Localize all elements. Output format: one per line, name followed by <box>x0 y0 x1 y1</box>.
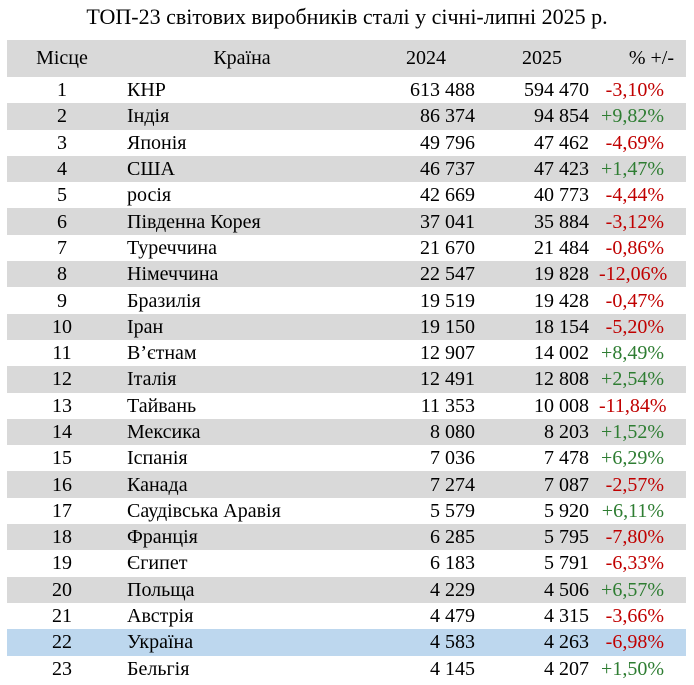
rank-cell: 3 <box>57 131 67 154</box>
table-row <box>7 550 686 576</box>
value-2025-cell: 8 203 <box>544 421 589 443</box>
change-percent-cell: -5,20% <box>605 315 664 338</box>
rank-cell: 22 <box>52 631 72 654</box>
rank-cell: 8 <box>57 263 67 286</box>
rank-cell: 18 <box>52 526 72 549</box>
country-cell: Тайвань <box>127 394 197 417</box>
table-row <box>7 235 686 261</box>
value-2024-cell: 21 670 <box>420 236 475 259</box>
change-percent-cell: -6,98% <box>605 631 664 654</box>
value-2025-cell: 19 428 <box>534 289 589 312</box>
value-2024-cell: 8 080 <box>430 421 475 443</box>
table-row <box>7 603 686 629</box>
value-2025-cell: 4 506 <box>544 578 589 601</box>
change-percent-cell: +8,49% <box>601 342 664 365</box>
table-row <box>7 130 686 156</box>
rank-cell: 6 <box>57 210 67 233</box>
country-cell: Туреччина <box>127 236 217 259</box>
value-2024-cell: 6 285 <box>430 526 475 549</box>
country-cell: Мексика <box>127 421 201 443</box>
change-percent-cell: +1,47% <box>601 158 664 181</box>
value-2024-cell: 613 488 <box>410 79 475 102</box>
value-2025-cell: 19 828 <box>534 263 589 286</box>
value-2024-cell: 46 737 <box>420 158 475 181</box>
change-percent-cell: +6,29% <box>601 447 664 470</box>
change-percent-cell: -0,47% <box>605 289 664 312</box>
value-2024-cell: 7 274 <box>430 473 475 496</box>
value-2024-cell: 4 229 <box>430 578 475 601</box>
value-2025-cell: 594 470 <box>524 79 589 102</box>
change-percent-cell: +6,11% <box>601 499 664 522</box>
value-2025-cell: 4 315 <box>544 605 589 628</box>
country-cell: Саудівська Аравія <box>127 499 281 522</box>
header-country: Країна <box>213 47 271 69</box>
value-2024-cell: 22 547 <box>420 263 475 286</box>
value-2025-cell: 18 154 <box>534 315 589 338</box>
change-percent-cell: -3,10% <box>605 79 664 102</box>
change-percent-cell: -3,12% <box>605 210 664 233</box>
country-cell: Індія <box>127 105 170 128</box>
value-2024-cell: 42 669 <box>420 184 475 207</box>
change-percent-cell: +1,50% <box>601 657 664 680</box>
table-row <box>7 445 686 471</box>
value-2024-cell: 5 579 <box>430 499 475 522</box>
value-2024-cell: 7 036 <box>430 447 475 470</box>
country-cell: Україна <box>127 631 194 654</box>
steel-producers-table <box>7 40 686 682</box>
table-row <box>7 366 686 392</box>
country-cell: Австрія <box>127 605 194 628</box>
table-row <box>7 314 686 340</box>
country-cell: Франція <box>127 526 198 549</box>
table-row <box>7 524 686 550</box>
value-2025-cell: 4 263 <box>544 631 589 654</box>
country-cell: Південна Корея <box>127 210 261 233</box>
country-cell: Японія <box>127 131 187 154</box>
country-cell: Іран <box>127 315 164 338</box>
value-2025-cell: 7 478 <box>544 447 589 470</box>
value-2024-cell: 12 907 <box>420 342 475 365</box>
country-cell: Німеччина <box>127 263 219 286</box>
value-2024-cell: 11 353 <box>420 394 475 417</box>
value-2024-cell: 37 041 <box>420 210 475 233</box>
value-2025-cell: 35 884 <box>534 210 589 233</box>
country-cell: Бразилія <box>127 289 201 312</box>
table-row <box>7 419 686 445</box>
value-2025-cell: 5 795 <box>544 526 589 549</box>
rank-cell: 10 <box>52 315 72 338</box>
table-row <box>7 393 686 419</box>
change-percent-cell: -12,06% <box>599 263 668 286</box>
rank-cell: 20 <box>52 578 72 601</box>
rank-cell: 15 <box>52 447 72 470</box>
country-cell: США <box>127 158 175 181</box>
country-cell: Іспанія <box>127 447 188 470</box>
country-cell: КНР <box>127 79 166 102</box>
value-2024-cell: 86 374 <box>420 105 475 128</box>
table-row <box>7 156 686 182</box>
header-change-percent: % +/- <box>628 47 674 69</box>
rank-cell: 21 <box>52 605 72 628</box>
rank-cell: 17 <box>52 499 72 522</box>
change-percent-cell: +2,54% <box>601 368 664 391</box>
rank-cell: 1 <box>57 79 67 102</box>
table-header-row <box>7 40 686 77</box>
country-cell: росія <box>127 184 172 207</box>
table-row <box>7 182 686 208</box>
rank-cell: 13 <box>52 394 72 417</box>
rank-cell: 9 <box>57 289 67 312</box>
change-percent-cell: -7,80% <box>605 526 664 549</box>
country-cell: В’єтнам <box>127 342 197 365</box>
table-row <box>7 261 686 287</box>
table-row <box>7 208 686 234</box>
rank-cell: 12 <box>52 368 72 391</box>
country-cell: Канада <box>127 473 188 496</box>
table-row <box>7 577 686 603</box>
country-cell: Бельгія <box>127 657 190 680</box>
rank-cell: 2 <box>57 105 67 128</box>
value-2025-cell: 12 808 <box>534 368 589 391</box>
value-2024-cell: 4 479 <box>430 605 475 628</box>
change-percent-cell: +6,57% <box>601 578 664 601</box>
change-percent-cell: -2,57% <box>605 473 664 496</box>
rank-cell: 4 <box>57 158 67 181</box>
change-percent-cell: -3,66% <box>605 605 664 628</box>
value-2025-cell: 47 423 <box>534 158 589 181</box>
change-percent-cell: -0,86% <box>605 236 664 259</box>
value-2025-cell: 7 087 <box>544 473 589 496</box>
value-2025-cell: 5 920 <box>544 499 589 522</box>
header-2024: 2024 <box>406 47 446 69</box>
country-cell: Єгипет <box>127 552 188 575</box>
rank-cell: 23 <box>52 657 72 680</box>
value-2024-cell: 6 183 <box>430 552 475 575</box>
value-2025-cell: 94 854 <box>534 105 589 128</box>
change-percent-cell: +1,52% <box>601 421 664 443</box>
value-2024-cell: 19 150 <box>420 315 475 338</box>
rank-cell: 14 <box>52 421 72 443</box>
rank-cell: 11 <box>52 342 72 365</box>
page-title: ТОП-23 світових виробників сталі у січні-липні 2025 р. <box>86 4 608 29</box>
change-percent-cell: +9,82% <box>601 105 664 128</box>
value-2024-cell: 19 519 <box>420 289 475 312</box>
header-rank: Місце <box>36 47 88 69</box>
value-2025-cell: 5 791 <box>544 552 589 575</box>
rank-cell: 5 <box>57 184 67 207</box>
table-row <box>7 471 686 497</box>
table-body <box>7 77 686 682</box>
value-2024-cell: 49 796 <box>420 131 475 154</box>
table-row <box>7 77 686 103</box>
value-2025-cell: 47 462 <box>534 131 589 154</box>
value-2025-cell: 10 008 <box>534 394 589 417</box>
table-row <box>7 287 686 313</box>
table-row <box>7 103 686 129</box>
country-cell: Польща <box>127 578 195 601</box>
value-2025-cell: 40 773 <box>534 184 589 207</box>
table-row <box>7 629 686 655</box>
value-2025-cell: 14 002 <box>534 342 589 365</box>
table-row <box>7 498 686 524</box>
header-2025: 2025 <box>522 47 562 69</box>
rank-cell: 7 <box>57 236 67 259</box>
change-percent-cell: -11,84% <box>599 394 667 417</box>
rank-cell: 16 <box>52 473 72 496</box>
rank-cell: 19 <box>52 552 72 575</box>
value-2024-cell: 4 583 <box>430 631 475 654</box>
change-percent-cell: -6,33% <box>605 552 664 575</box>
change-percent-cell: -4,69% <box>605 131 664 154</box>
change-percent-cell: -4,44% <box>605 184 664 207</box>
table-row <box>7 340 686 366</box>
value-2024-cell: 12 491 <box>420 368 475 391</box>
country-cell: Італія <box>127 368 177 391</box>
table-row <box>7 656 686 682</box>
value-2024-cell: 4 145 <box>430 657 475 680</box>
value-2025-cell: 21 484 <box>534 236 589 259</box>
value-2025-cell: 4 207 <box>544 657 589 680</box>
